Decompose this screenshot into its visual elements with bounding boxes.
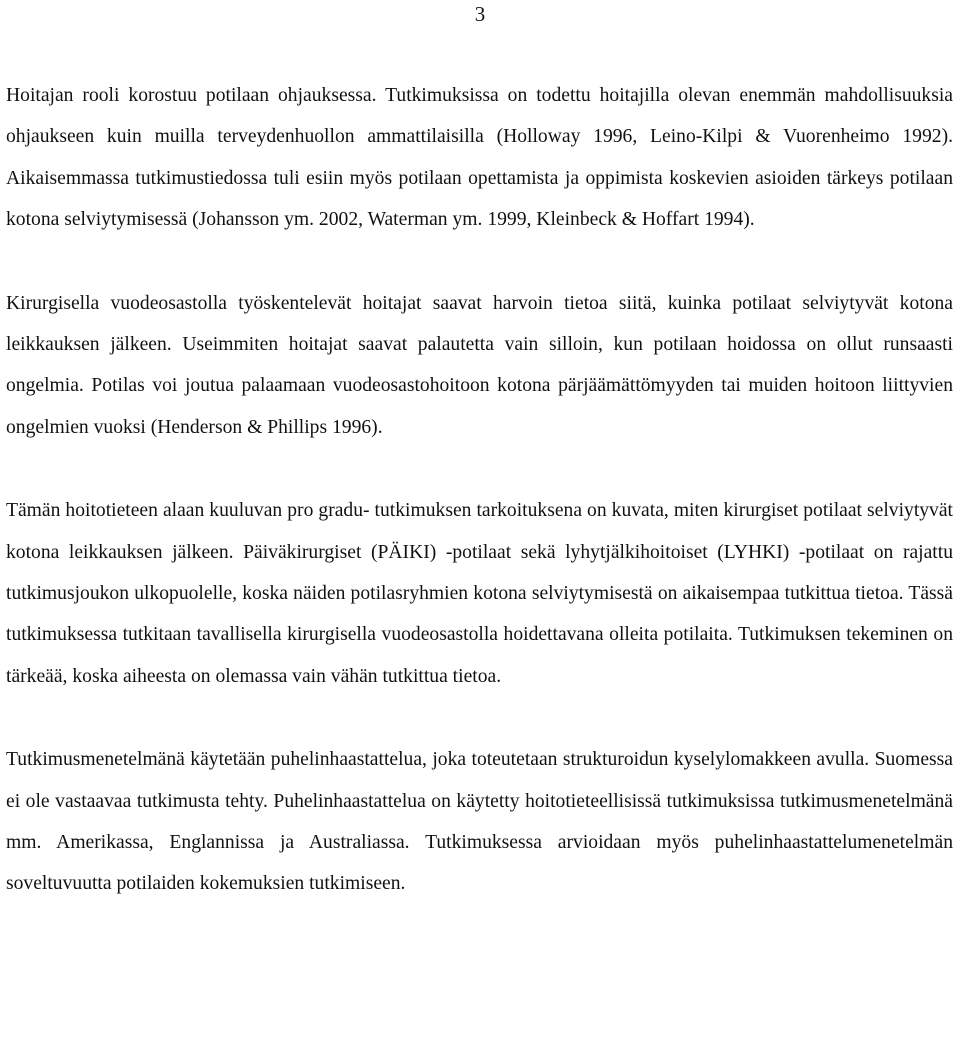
paragraph-method: Tutkimusmenetelmänä käytetään puhelinhaastattelua, joka toteutetaan strukturoidun kyselylomakkeen avulla. Suomessa ei ole vastaavaa tutkimusta tehty. Puhelinhaastattelua on käytetty hoitotieteellisissä tutkimuksissa tutkimusmenetelmänä mm. Amerikassa, Englannissa ja Australiassa. Tutkimuksessa arvioidaan myös puhelinhaastattelumenetelmän soveltuvuutta potilaiden kokemuksien tutkimiseen. xyxy=(6,749,953,895)
body-text xyxy=(6,75,953,905)
paragraph-study-purpose: Tämän hoitotieteen alaan kuuluvan pro gradu- tutkimuksen tarkoituksena on kuvata, miten kirurgiset potilaat selviytyvät kotona leikkauksen jälkeen. Päiväkirurgiset (PÄIKI) -potilaat sekä lyhytjälkihoitoiset (LYHKI) -potilaat on rajattu tutkimusjoukon ulkopuolelle, koska näiden potilasryhmien kotona selviytymisestä on aikaisempaa tutkittua tietoa. Tässä tutkimuksessa tutkitaan tavallisella kirurgisella vuodeosastolla hoidettavana olleita potilaita. Tutkimuksen tekeminen on tärkeää, koska aiheesta on olemassa vain vähän tutkittua tietoa. xyxy=(6,500,953,687)
paragraph-feedback: Kirurgisella vuodeosastolla työskentelevät hoitajat saavat harvoin tietoa siitä, kuinka potilaat selviytyvät kotona leikkauksen jälkeen. Useimmiten hoitajat saavat palautetta vain silloin, kun potilaan hoidossa on ollut runsaasti ongelmia. Potilas voi joutua palaamaan vuodeosastohoitoon kotona pärjäämättömyyden tai muiden hoitoon liittyvien ongelmien vuoksi (Henderson & Phillips 1996). xyxy=(6,292,953,438)
paragraph-nursing-role: Hoitajan rooli korostuu potilaan ohjauksessa. Tutkimuksissa on todettu hoitajilla olevan enemmän mahdollisuuksia ohjaukseen kuin muilla terveydenhuollon ammattilaisilla (Holloway 1996, Leino-Kilpi & Vuorenheimo 1992). Aikaisemmassa tutkimustiedossa tuli esiin myös potilaan opettamista ja oppimista koskevien asioiden tärkeys potilaan kotona selviytymisessä (Johansson ym. 2002, Waterman ym. 1999, Kleinbeck & Hoffart 1994). xyxy=(6,85,953,230)
page-number: 3 xyxy=(474,2,486,26)
